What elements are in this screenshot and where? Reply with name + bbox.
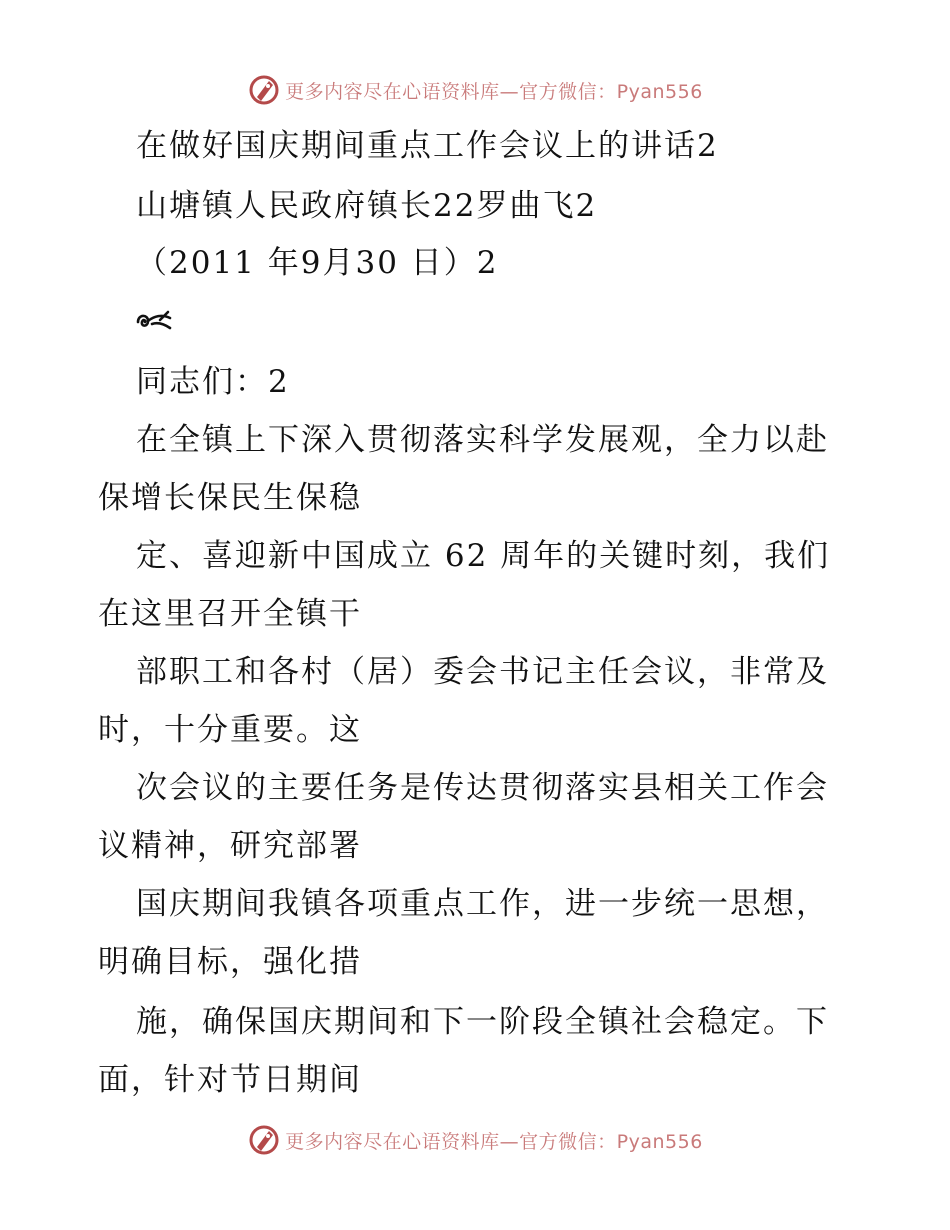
paragraph-line: 在全镇上下深入贯彻落实科学发展观，全力以赴 bbox=[136, 422, 829, 458]
paragraph-line: 面，针对节日期间 bbox=[98, 1062, 362, 1098]
paragraph-line: 次会议的主要任务是传达贯彻落实县相关工作会 bbox=[136, 770, 829, 806]
document-title: 在做好国庆期间重点工作会议上的讲话2 bbox=[136, 128, 719, 164]
paragraph-line: 部职工和各村（居）委会书记主任会议，非常及 bbox=[136, 654, 829, 690]
banner-text: 更多内容尽在心语资料库—官方微信：Pyan556 bbox=[285, 80, 703, 103]
banner-text: 更多内容尽在心语资料库—官方微信：Pyan556 bbox=[285, 1130, 703, 1153]
pen-nib-logo-icon bbox=[247, 73, 281, 107]
header-banner bbox=[0, 70, 950, 110]
paragraph-line: 施，确保国庆期间和下一阶段全镇社会稳定。下 bbox=[136, 1004, 829, 1040]
paragraph-line: 明确目标，强化措 bbox=[98, 944, 362, 980]
paragraph-line: 定、喜迎新中国成立 62 周年的关键时刻，我们 bbox=[136, 538, 831, 574]
document-author: 山塘镇人民政府镇长22罗曲飞2 bbox=[136, 188, 598, 224]
paragraph-line: 议精神，研究部署 bbox=[98, 828, 362, 864]
paragraph-line: 时，十分重要。这 bbox=[98, 712, 362, 748]
salutation: 同志们：2 bbox=[136, 364, 290, 400]
spiral-ornament-icon bbox=[134, 308, 174, 336]
document-date: （2011 年9月30 日）2 bbox=[136, 245, 499, 281]
pen-nib-logo-icon bbox=[247, 1123, 281, 1157]
paragraph-line: 保增长保民生保稳 bbox=[98, 480, 362, 516]
footer-banner bbox=[0, 1120, 950, 1160]
paragraph-line: 在这里召开全镇干 bbox=[98, 596, 362, 632]
paragraph-line: 国庆期间我镇各项重点工作，进一步统一思想， bbox=[136, 886, 829, 922]
